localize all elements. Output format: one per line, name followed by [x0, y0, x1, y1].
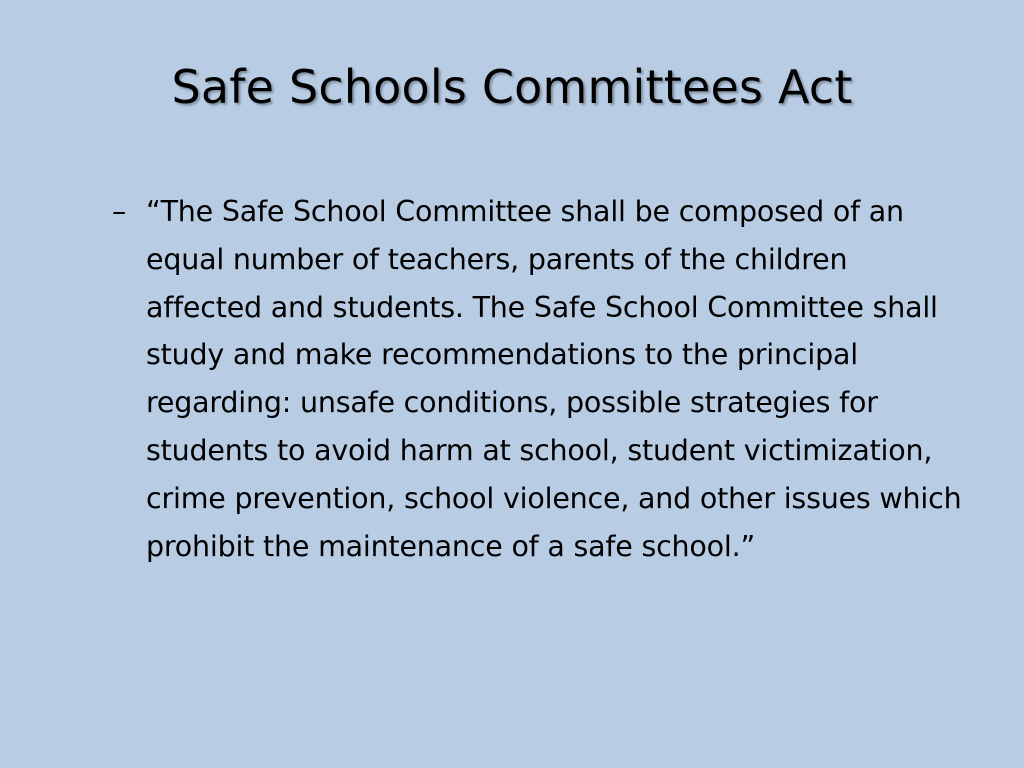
slide-title: Safe Schools Committees Act — [171, 60, 853, 114]
bullet-list — [112, 188, 962, 570]
bullet-text: “The Safe School Committee shall be composed of an equal number of teachers, parents of the children affected and students. The Safe School Committee shall study and make recommendations to the principal regarding: unsafe conditions, possible strategies for students to avoid harm at school, student victimization, crime prevention, school violence, and other issues which prohibit the maintenance of a safe school.” — [146, 195, 962, 563]
bullet-item — [112, 188, 962, 570]
bullet-dash-marker: – — [112, 195, 127, 228]
